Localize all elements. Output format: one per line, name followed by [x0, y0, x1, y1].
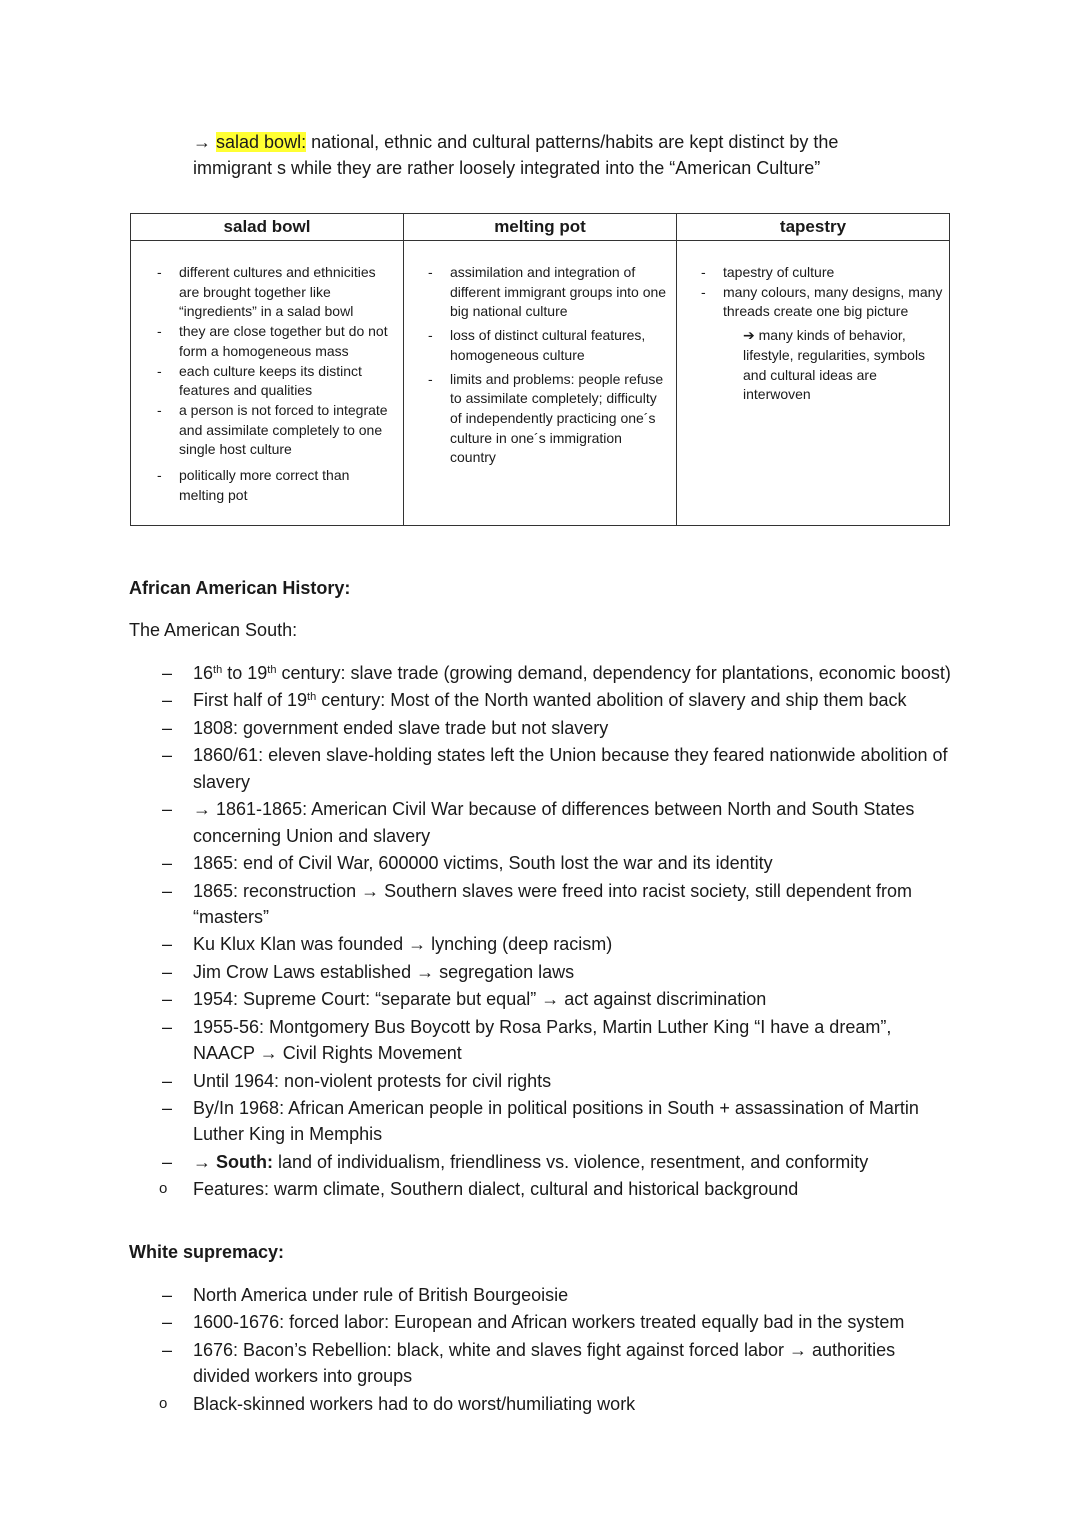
melting-pot-cell	[404, 241, 677, 526]
section-heading-african-american: African American History:	[129, 578, 351, 598]
list-item: – By/In 1968: African American people in political positions in South + assassination of Martin Luther King in Memphis	[193, 1095, 953, 1148]
list-item: – 1808: government ended slave trade but not slavery	[193, 715, 953, 741]
list-item: – 1954: Supreme Court: “separate but equal” → act against discrimination	[193, 986, 953, 1012]
table-header-row	[131, 214, 950, 241]
american-south-list	[193, 660, 953, 1204]
list-item: – → 1861-1865: American Civil War because of differences between North and South States concerning Union and slavery	[193, 796, 953, 849]
list-item: – → South: land of individualism, friendliness vs. violence, resentment, and conformity	[193, 1149, 953, 1175]
list-item: – 1860/61: eleven slave-holding states left the Union because they feared nationwide abolition of slavery	[193, 742, 953, 795]
list-item: - tapestry of culture	[723, 263, 943, 283]
list-item: - they are close together but do not form a homogeneous mass	[179, 322, 397, 361]
comparison-table	[130, 213, 950, 526]
tapestry-conclusion: ➔ many kinds of behavior, lifestyle, regularities, symbols and cultural ideas are interwoven	[743, 327, 926, 403]
salad-bowl-cell	[131, 241, 404, 526]
list-sub-item: o Features: warm climate, Southern dialect, cultural and historical background	[127, 1176, 953, 1202]
white-supremacy-list	[193, 1282, 953, 1418]
list-item: - politically more correct than melting pot	[179, 466, 397, 505]
list-item: – First half of 19th century: Most of the North wanted abolition of slavery and ship them back	[193, 687, 953, 713]
tapestry-cell	[677, 241, 950, 526]
list-item: – Jim Crow Laws established → segregation laws	[193, 959, 953, 985]
list-item: – North America under rule of British Bourgeoisie	[193, 1282, 953, 1308]
intro-text: national, ethnic and cultural patterns/habits are kept distinct by the immigrant s while they are rather loosely integrated into the “American Culture”	[193, 132, 839, 178]
list-item: – 1865: end of Civil War, 600000 victims, South lost the war and its identity	[193, 850, 953, 876]
list-item: - limits and problems: people refuse to assimilate completely; difficulty of independently practicing one´s culture in one´s immigration country	[450, 370, 670, 469]
list-sub-item: o Black-skinned workers had to do worst/humiliating work	[127, 1391, 953, 1417]
list-item: – 1865: reconstruction → Southern slaves were freed into racist society, still dependent from “masters”	[193, 878, 953, 931]
list-item: - different cultures and ethnicities are brought together like “ingredients” in a salad bowl	[179, 263, 397, 322]
list-item: - many colours, many designs, many threads create one big picture	[723, 283, 943, 322]
list-item: – 1676: Bacon’s Rebellion: black, white and slaves fight against forced labor → authorities divided workers into groups	[193, 1337, 953, 1390]
list-item: – 16th to 19th century: slave trade (growing demand, dependency for plantations, economic boost)	[193, 660, 953, 686]
list-item: – Until 1964: non-violent protests for civil rights	[193, 1068, 953, 1094]
list-item: – 1600-1676: forced labor: European and African workers treated equally bad in the system	[193, 1309, 953, 1335]
intro-paragraph	[193, 129, 913, 181]
arrow-icon: →	[193, 132, 217, 152]
highlighted-term: salad bowl:	[216, 132, 307, 152]
header-melting-pot: melting pot	[404, 214, 677, 241]
list-item: - loss of distinct cultural features, homogeneous culture	[450, 326, 670, 365]
header-tapestry: tapestry	[677, 214, 950, 241]
table-body-row	[131, 241, 950, 526]
subheading-american-south: The American South:	[129, 620, 298, 640]
list-item: - a person is not forced to integrate and assimilate completely to one single host culture	[179, 401, 397, 460]
list-item: - assimilation and integration of different immigrant groups into one big national culture	[450, 263, 670, 322]
list-item: - each culture keeps its distinct features and qualities	[179, 362, 397, 401]
list-item: – Ku Klux Klan was founded → lynching (deep racism)	[193, 931, 953, 957]
header-salad-bowl: salad bowl	[131, 214, 404, 241]
list-item: – 1955-56: Montgomery Bus Boycott by Rosa Parks, Martin Luther King “I have a dream”, NAACP → Civil Rights Movement	[193, 1014, 953, 1067]
section-heading-white-supremacy: White supremacy:	[129, 1242, 285, 1262]
